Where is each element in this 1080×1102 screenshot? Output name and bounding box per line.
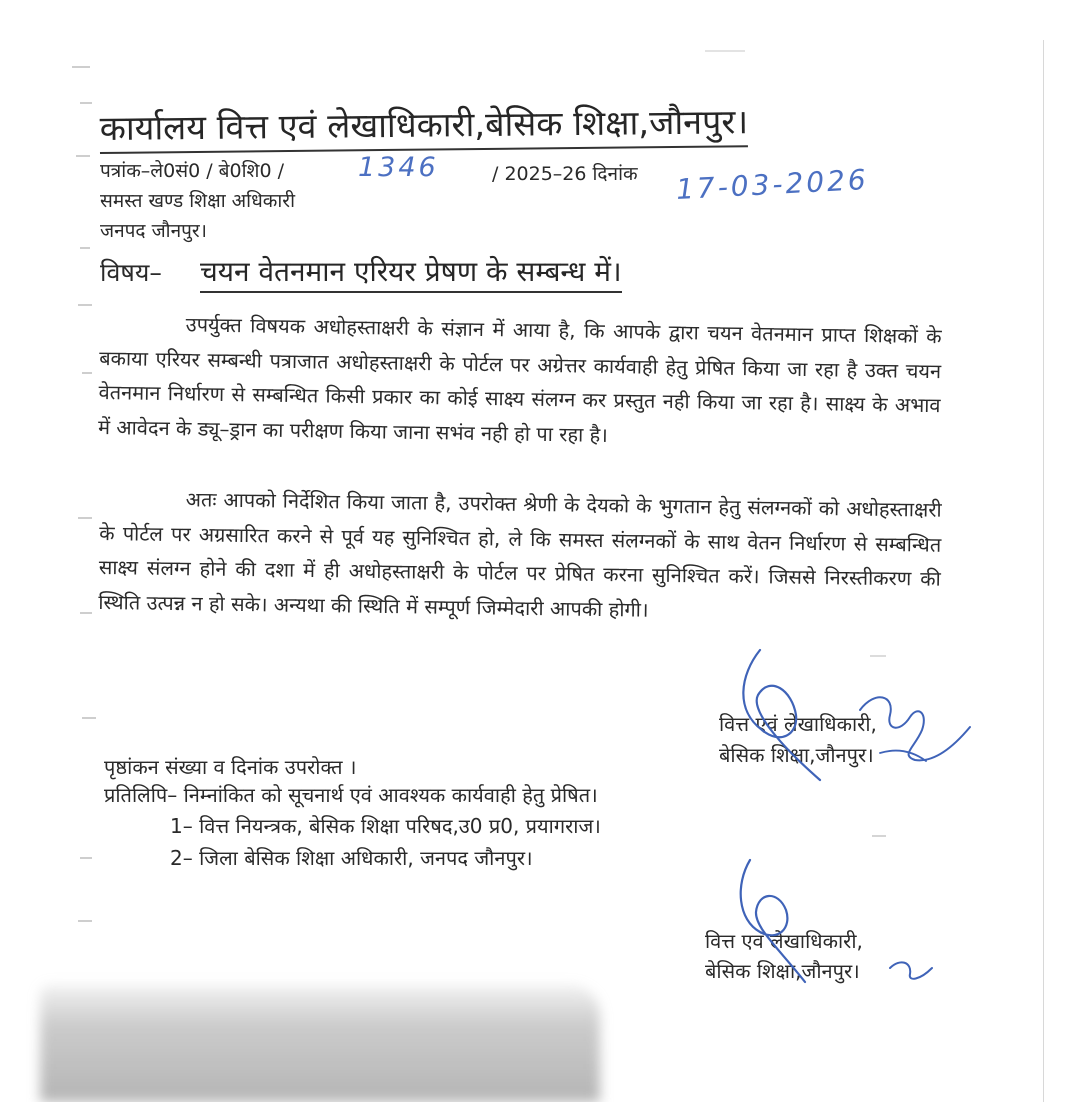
signature-1-title: वित्त एवं लेखाधिकारी, [719,712,877,736]
office-title: कार्यालय वित्त एवं लेखाधिकारी,बेसिक शिक्षा,जौनपुर। [99,97,748,154]
reference-prefix: पत्रांक–ले0सं0 / बे0शि0 / [100,160,284,182]
signature-2-title: वित्त एवं लेखाधिकारी, [705,929,863,953]
signature-1-office: बेसिक शिक्षा,जौनपुर। [719,743,874,767]
date-handwritten: 17-03-2026 [675,162,870,207]
scan-mark [78,517,92,519]
scan-mark [82,372,92,374]
paragraph-1-text: उपर्युक्त विषयक अधोहस्ताक्षरी के संज्ञान में आया है, कि आपके द्वारा चयन वेतनमान प्राप्त शिक्षकों के बकाया एरियर सम्बन्धी पत्राजात अधोहस्ताक्षरी के पोर्टल पर अग्रेत्तर कार्यवाही हेतु प्रेषित किया जा रहा है उक्त चयन वेतनमान निर्धारण से सम्बन्धित किसी प्रकार का कोई साक्ष्य संलग्न कर प्रस्तुत नही किया जा रहा है। साक्ष्य के अभाव में आवेदन के ड्यू–ड्रान का परीक्षण किया जाना सभंव नही हो पा रहा है। [97,312,942,447]
reference-number-handwritten: 1346 [358,152,439,183]
scan-mark [80,102,92,104]
subject-text: चयन वेतनमान एरियर प्रेषण के सम्बन्ध में। [200,252,622,293]
copy-to-line: प्रतिलिपि– निम्नांकित को सूचनार्थ एवं आवश्यक कार्यवाही हेतु प्रेषित। [104,783,598,807]
copy-item-1: 1– वित्त नियन्त्रक, बेसिक शिक्षा परिषद,उ0 प्र0, प्रयागराज। [170,814,601,838]
signature-1-ink [700,635,980,805]
body-paragraph-2 [98,481,942,631]
recipient-line-1: समस्त खण्ड शिक्षा अधिकारी [100,190,295,212]
reference-year-date-label: / 2025–26 दिनांक [492,163,638,185]
scan-mark [72,66,90,68]
signature-2-office: बेसिक शिक्षा,जौनपुर। [705,959,860,983]
copy-item-2: 2– जिला बेसिक शिक्षा अधिकारी, जनपद जौनपुर। [170,846,533,870]
signature-2-ink [720,850,960,1000]
scan-mark [76,155,90,157]
scan-mark [80,612,92,614]
scan-mark [872,835,886,837]
recipient-line-2: जनपद जौनपुर। [100,220,207,242]
subject-label: विषय– [100,258,162,287]
body-paragraph-1 [98,306,942,458]
scan-mark [82,717,96,719]
paragraph-2-text: अतः आपको निर्देशित किया जाता है, उपरोक्त श्रेणी के देयको के भुगतान हेतु संलग्नकों को अधोहस्ताक्षरी के पोर्टल पर अग्रसारित करने से पूर्व यह सुनिश्चित हो, ले कि समस्त संलग्नकों के साथ वेतन निर्धारण से सम्बन्धित साक्ष्य संलग्न होने की दशा में ही अधोहस्ताक्षरी के पोर्टल पर प्रेषित करना सुनिश्चित करें। जिससे निरस्तीकरण की स्थिति उत्पन्न न हो सके। अन्यथा की स्थिति में सम्पूर्ण जिम्मेदारी आपकी होगी। [98,487,942,622]
page-edge-line [1043,40,1044,1102]
scan-mark [705,50,745,52]
endorsement-line: पृष्ठांकन संख्या व दिनांक उपरोक्त । [104,755,357,779]
scan-mark [80,247,90,249]
scan-mark [78,920,92,922]
scan-mark [80,857,92,859]
scan-mark [78,304,92,306]
scan-shadow [40,985,600,1102]
